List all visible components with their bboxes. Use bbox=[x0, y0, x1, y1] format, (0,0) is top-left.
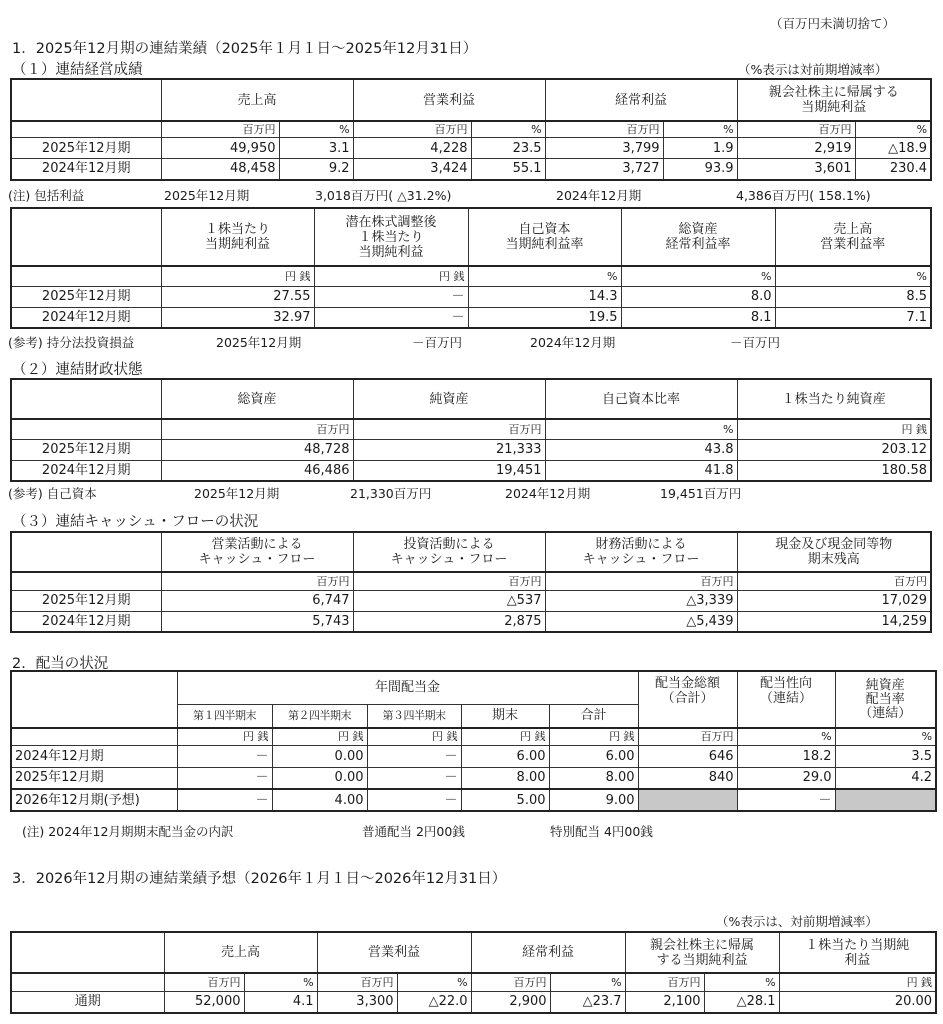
cell-value: － bbox=[314, 307, 468, 328]
corner-cell bbox=[11, 379, 161, 419]
unit: 百万円 bbox=[353, 419, 545, 439]
cell-value: 93.9 bbox=[663, 159, 737, 180]
header-financing-cf: 財務活動による キャッシュ・フロー bbox=[545, 532, 737, 572]
cell-value: 8.00 bbox=[461, 767, 549, 789]
equity-method-value1: －百万円 bbox=[412, 335, 463, 350]
cell-value: 6.00 bbox=[549, 745, 638, 767]
table-row bbox=[11, 745, 936, 767]
cell-value: 0.00 bbox=[272, 767, 367, 789]
cell-value: 646 bbox=[638, 745, 737, 767]
cell-value: 4.2 bbox=[835, 767, 936, 789]
section2-title: 2．配当の状況 bbox=[12, 656, 109, 672]
cell-value: － bbox=[314, 286, 468, 307]
header-bps: １株当たり純資産 bbox=[737, 379, 931, 419]
cell-value: △23.7 bbox=[550, 991, 625, 1013]
cell-value: 0.00 bbox=[272, 745, 367, 767]
gray-cell bbox=[638, 789, 737, 811]
row-label: 2024年12月期 bbox=[11, 307, 161, 328]
unit: 百万円 bbox=[545, 121, 663, 138]
header-net-income: 親会社株主に帰属する 当期純利益 bbox=[737, 79, 931, 121]
corner-cell bbox=[11, 532, 161, 572]
unit: 百万円 bbox=[317, 973, 397, 991]
unit: 円 銭 bbox=[549, 728, 638, 745]
equity-value1: 21,330百万円 bbox=[350, 486, 432, 501]
cell-value: 3,727 bbox=[545, 159, 663, 180]
cell-value: 2,919 bbox=[737, 138, 855, 159]
unit-note: （百万円未満切捨て） bbox=[770, 16, 896, 31]
table-row bbox=[11, 159, 931, 180]
dividend-note-label: (注) 2024年12月期期末配当金の内訳 bbox=[22, 824, 234, 839]
cell-value: 3,601 bbox=[737, 159, 855, 180]
unit: 百万円 bbox=[737, 572, 931, 590]
cell-value: 9.2 bbox=[279, 159, 353, 180]
header-equity-ratio: 自己資本比率 bbox=[545, 379, 737, 419]
cell-value: 49,950 bbox=[161, 138, 279, 159]
row-label: 2025年12月期 bbox=[11, 590, 161, 611]
unit: % bbox=[471, 121, 545, 138]
dividend-note-ordinary: 普通配当 2円00銭 bbox=[362, 824, 465, 839]
table-row bbox=[11, 611, 931, 632]
header-sales: 売上高 bbox=[161, 79, 353, 121]
header-investing-cf: 投資活動による キャッシュ・フロー bbox=[353, 532, 545, 572]
cell-value: 3.5 bbox=[835, 745, 936, 767]
cell-value: 18.2 bbox=[737, 745, 835, 767]
cell-value: △28.1 bbox=[704, 991, 779, 1013]
header-eps: １株当たり 当期純利益 bbox=[161, 208, 314, 266]
unit: 百万円 bbox=[161, 121, 279, 138]
row-label: 2026年12月期(予想) bbox=[11, 789, 177, 811]
unit: 円 銭 bbox=[461, 728, 549, 745]
pct-note: （%表示は対前期増減率） bbox=[738, 62, 888, 77]
header-roe: 自己資本 当期純利益率 bbox=[468, 208, 621, 266]
cell-value: △5,439 bbox=[545, 611, 737, 632]
cell-value: 2,875 bbox=[353, 611, 545, 632]
row-label: 2025年12月期 bbox=[11, 767, 177, 789]
equity-period2: 2024年12月期 bbox=[505, 486, 591, 501]
forecast-pct-note: （%表示は、対前期増減率） bbox=[716, 914, 878, 929]
equity-method-value2: －百万円 bbox=[730, 335, 781, 350]
table-row bbox=[11, 460, 931, 481]
cell-value: 5,743 bbox=[161, 611, 353, 632]
comprehensive-value2: 4,386百万円( 158.1%) bbox=[736, 188, 871, 203]
cell-value: 46,486 bbox=[161, 460, 353, 481]
header-operating-margin: 売上高 営業利益率 bbox=[775, 208, 931, 266]
cell-value: 8.0 bbox=[621, 286, 775, 307]
equity-period1: 2025年12月期 bbox=[194, 486, 280, 501]
unit: 円 銭 bbox=[779, 973, 936, 991]
cell-value: － bbox=[367, 745, 461, 767]
row-label: 2025年12月期 bbox=[11, 138, 161, 159]
header-eps: １株当たり当期純 利益 bbox=[779, 932, 936, 973]
table-row bbox=[11, 991, 936, 1013]
row-label: 2024年12月期 bbox=[11, 611, 161, 632]
unit: % bbox=[244, 973, 317, 991]
cash-flow-table bbox=[10, 531, 932, 633]
unit: 百万円 bbox=[625, 973, 704, 991]
row-label: 2024年12月期 bbox=[11, 159, 161, 180]
comprehensive-period1: 2025年12月期 bbox=[164, 188, 250, 203]
cell-value: 21,333 bbox=[353, 439, 545, 460]
unit: 円 銭 bbox=[272, 728, 367, 745]
row-label: 2024年12月期 bbox=[11, 460, 161, 481]
unit: 百万円 bbox=[737, 121, 855, 138]
header-year-end: 期末 bbox=[461, 704, 549, 728]
sub2-title: （２）連結財政状態 bbox=[12, 362, 143, 378]
dividend-note-special: 特別配当 4円00銭 bbox=[550, 824, 653, 839]
unit: 百万円 bbox=[545, 572, 737, 590]
header-payout-ratio: 配当性向 （連結） bbox=[737, 671, 835, 728]
cell-value: 52,000 bbox=[164, 991, 244, 1013]
cell-value: 6.00 bbox=[461, 745, 549, 767]
table-row bbox=[11, 138, 931, 159]
unit: 円 銭 bbox=[177, 728, 272, 745]
header-operating-cf: 営業活動による キャッシュ・フロー bbox=[161, 532, 353, 572]
section1-title: 1．2025年12月期の連結業績（2025年１月１日～2025年12月31日） bbox=[12, 41, 478, 57]
cell-value: 14,259 bbox=[737, 611, 931, 632]
unit: % bbox=[704, 973, 779, 991]
row-label: 2024年12月期 bbox=[11, 745, 177, 767]
cell-value: 19,451 bbox=[353, 460, 545, 481]
unit: % bbox=[775, 266, 931, 286]
comprehensive-period2: 2024年12月期 bbox=[556, 188, 642, 203]
header-annual-dividend: 年間配当金 bbox=[177, 671, 638, 704]
header-operating-income: 営業利益 bbox=[317, 932, 471, 973]
header-q3: 第３四半期末 bbox=[367, 704, 461, 728]
unit: 百万円 bbox=[638, 728, 737, 745]
sub1-title: （１）連結経営成績 bbox=[12, 62, 143, 78]
header-total: 合計 bbox=[549, 704, 638, 728]
cell-value: 180.58 bbox=[737, 460, 931, 481]
financial-position-table bbox=[10, 378, 932, 482]
cell-value: 2,900 bbox=[471, 991, 550, 1013]
cell-value: △3,339 bbox=[545, 590, 737, 611]
header-operating-income: 営業利益 bbox=[353, 79, 545, 121]
cell-value: 2,100 bbox=[625, 991, 704, 1013]
unit: % bbox=[397, 973, 471, 991]
header-net-income: 親会社株主に帰属 する当期純利益 bbox=[625, 932, 779, 973]
unit: 百万円 bbox=[161, 419, 353, 439]
unit: % bbox=[545, 419, 737, 439]
cell-value: 8.5 bbox=[775, 286, 931, 307]
unit: 円 銭 bbox=[314, 266, 468, 286]
cell-value: 1.9 bbox=[663, 138, 737, 159]
unit: % bbox=[550, 973, 625, 991]
cell-value: 3,300 bbox=[317, 991, 397, 1013]
cell-value: 4.1 bbox=[244, 991, 317, 1013]
cell-value: － bbox=[737, 789, 835, 811]
gray-cell bbox=[835, 789, 936, 811]
unit: 円 銭 bbox=[161, 266, 314, 286]
header-q1: 第１四半期末 bbox=[177, 704, 272, 728]
cell-value: 9.00 bbox=[549, 789, 638, 811]
per-share-ratios-table bbox=[10, 207, 932, 329]
table-row bbox=[11, 286, 931, 307]
header-cash-end: 現金及び現金同等物 期末残高 bbox=[737, 532, 931, 572]
cell-value: － bbox=[177, 745, 272, 767]
forecast-table bbox=[10, 931, 937, 1014]
row-label: 2025年12月期 bbox=[11, 286, 161, 307]
equity-method-period2: 2024年12月期 bbox=[530, 335, 616, 350]
header-total-dividend: 配当金総額 （合計） bbox=[638, 671, 737, 728]
section3-title: 3．2026年12月期の連結業績予想（2026年１月１日～2026年12月31日） bbox=[12, 871, 507, 887]
cell-value: 3.1 bbox=[279, 138, 353, 159]
cell-value: 3,424 bbox=[353, 159, 471, 180]
cell-value: 203.12 bbox=[737, 439, 931, 460]
cell-value: 19.5 bbox=[468, 307, 621, 328]
equity-method-period1: 2025年12月期 bbox=[216, 335, 302, 350]
cell-value: 29.0 bbox=[737, 767, 835, 789]
unit: 百万円 bbox=[353, 121, 471, 138]
cell-value: 27.55 bbox=[161, 286, 314, 307]
equity-method-label: (参考) 持分法投資損益 bbox=[8, 335, 135, 350]
table-row bbox=[11, 767, 936, 789]
cell-value: 7.1 bbox=[775, 307, 931, 328]
corner-cell bbox=[11, 79, 161, 121]
sub3-title: （３）連結キャッシュ・フローの状況 bbox=[12, 514, 259, 530]
cell-value: 14.3 bbox=[468, 286, 621, 307]
cell-value: △18.9 bbox=[855, 138, 931, 159]
cell-value: － bbox=[367, 767, 461, 789]
unit: 百万円 bbox=[161, 572, 353, 590]
unit: % bbox=[737, 728, 835, 745]
unit: % bbox=[663, 121, 737, 138]
cell-value: － bbox=[177, 789, 272, 811]
cell-value: 43.8 bbox=[545, 439, 737, 460]
unit: % bbox=[835, 728, 936, 745]
cell-value: 6,747 bbox=[161, 590, 353, 611]
unit: % bbox=[468, 266, 621, 286]
cell-value: 3,799 bbox=[545, 138, 663, 159]
row-label: 通期 bbox=[11, 991, 164, 1013]
corner-cell bbox=[11, 932, 164, 973]
header-total-assets: 総資産 bbox=[161, 379, 353, 419]
table-row bbox=[11, 439, 931, 460]
unit: 円 銭 bbox=[367, 728, 461, 745]
cell-value: 8.1 bbox=[621, 307, 775, 328]
equity-value2: 19,451百万円 bbox=[660, 486, 742, 501]
header-diluted-eps: 潜在株式調整後 １株当たり 当期純利益 bbox=[314, 208, 468, 266]
header-doe: 純資産 配当率 （連結） bbox=[835, 671, 936, 728]
comprehensive-income-label: (注) 包括利益 bbox=[8, 188, 85, 203]
header-ordinary-income: 経常利益 bbox=[471, 932, 625, 973]
unit: 百万円 bbox=[164, 973, 244, 991]
row-label: 2025年12月期 bbox=[11, 439, 161, 460]
cell-value: 4.00 bbox=[272, 789, 367, 811]
header-roa: 総資産 経常利益率 bbox=[621, 208, 775, 266]
cell-value: 5.00 bbox=[461, 789, 549, 811]
unit: % bbox=[621, 266, 775, 286]
cell-value: 32.97 bbox=[161, 307, 314, 328]
equity-label: (参考) 自己資本 bbox=[8, 486, 97, 501]
unit: 百万円 bbox=[471, 973, 550, 991]
corner-cell bbox=[11, 671, 177, 728]
cell-value: 230.4 bbox=[855, 159, 931, 180]
cell-value: 48,458 bbox=[161, 159, 279, 180]
cell-value: 840 bbox=[638, 767, 737, 789]
cell-value: － bbox=[367, 789, 461, 811]
corner-cell bbox=[11, 208, 161, 266]
cell-value: 55.1 bbox=[471, 159, 545, 180]
comprehensive-value1: 3,018百万円( △31.2%) bbox=[315, 188, 452, 203]
cell-value: － bbox=[177, 767, 272, 789]
unit: % bbox=[855, 121, 931, 138]
header-sales: 売上高 bbox=[164, 932, 317, 973]
unit: % bbox=[279, 121, 353, 138]
forecast-row bbox=[11, 789, 936, 811]
unit: 百万円 bbox=[353, 572, 545, 590]
header-q2: 第２四半期末 bbox=[272, 704, 367, 728]
cell-value: 41.8 bbox=[545, 460, 737, 481]
header-ordinary-income: 経常利益 bbox=[545, 79, 737, 121]
cell-value: △537 bbox=[353, 590, 545, 611]
header-net-assets: 純資産 bbox=[353, 379, 545, 419]
dividends-table bbox=[10, 670, 937, 812]
cell-value: 4,228 bbox=[353, 138, 471, 159]
cell-value: 20.00 bbox=[779, 991, 936, 1013]
cell-value: 8.00 bbox=[549, 767, 638, 789]
cell-value: △22.0 bbox=[397, 991, 471, 1013]
cell-value: 17,029 bbox=[737, 590, 931, 611]
operating-results-table bbox=[10, 78, 932, 181]
table-row bbox=[11, 590, 931, 611]
cell-value: 23.5 bbox=[471, 138, 545, 159]
cell-value: 48,728 bbox=[161, 439, 353, 460]
table-row bbox=[11, 307, 931, 328]
unit: 円 銭 bbox=[737, 419, 931, 439]
